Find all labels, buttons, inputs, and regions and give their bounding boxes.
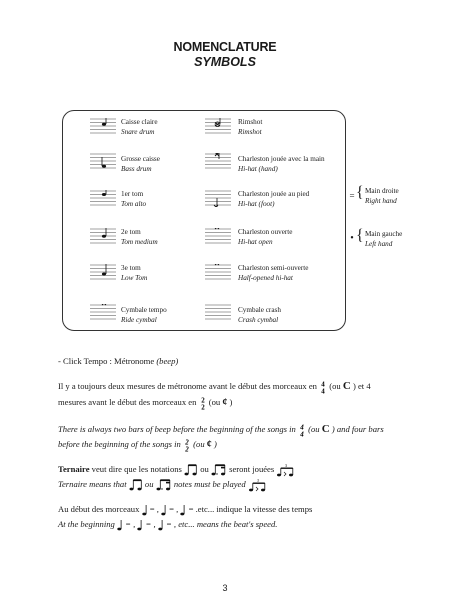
time-sig-44-icon [298, 423, 306, 437]
dotted-eighth-sixteenth-icon [211, 464, 227, 476]
left-hand-mark: • [350, 233, 354, 244]
snare-drum-staff-icon [90, 118, 116, 135]
page-number: 3 [222, 583, 228, 593]
svg-text:2: 2 [185, 445, 189, 453]
symbol-label-hihat-foot: Charleston jouée au pied Hi-hat (foot) [238, 190, 310, 208]
fr-paragraph-1b: mesures avant le début des morceaux en 2 2 (ou ¢ ) [58, 396, 233, 411]
right-hand-brace-icon: { [356, 184, 364, 201]
rimshot-staff-icon [205, 118, 231, 135]
symbol-label-tom3: 3e tom Low Tom [121, 264, 148, 282]
symbol-label-snare: Caisse claire Snare drum [121, 118, 158, 136]
svg-text:4: 4 [321, 387, 325, 395]
hihat-hand-staff-icon [205, 153, 231, 170]
svg-text:3: 3 [256, 478, 259, 484]
svg-text:4: 4 [300, 430, 304, 438]
cut-time-icon: ¢ [222, 397, 228, 408]
svg-text:2: 2 [200, 403, 205, 411]
triplet-feel-icon [248, 478, 268, 492]
ride-cymbal-staff-icon [90, 304, 116, 321]
time-sig-22-icon [199, 396, 207, 410]
en-paragraph-1a: There is always two bars of beep before the beginning of the songs in 4 4 (ou C ) and four bars [58, 423, 384, 438]
click-tempo-line: - Click Tempo : Métronome (beep) [58, 356, 179, 366]
svg-text:4: 4 [321, 380, 325, 389]
quarter-note-icon [158, 519, 164, 531]
quarter-note-icon [142, 504, 148, 516]
symbol-label-bass-drum: Grosse caisse Bass drum [121, 155, 160, 173]
dotted-eighth-sixteenth-icon [156, 479, 172, 491]
right-hand-mark: = [349, 191, 355, 201]
hihat-foot-staff-icon [205, 190, 231, 207]
quarter-note-icon [161, 504, 167, 516]
svg-text:3: 3 [285, 463, 288, 469]
hihat-half-open-staff-icon [205, 264, 231, 281]
page-title: NOMENCLATURE [173, 40, 277, 54]
page-subtitle: SYMBOLS [194, 55, 256, 69]
left-hand-brace-icon: { [356, 227, 364, 244]
common-time-icon: C [321, 423, 330, 435]
symbol-label-tom1: 1er tom Tom alto [121, 190, 147, 208]
quarter-note-icon [137, 519, 143, 531]
symbol-label-crash: Cymbale crash Crash cymbal [238, 306, 281, 324]
en-tempo-line: At the beginning = , = , = , etc... means the beat's speed. [58, 518, 277, 531]
symbol-label-hihat-hand: Charleston jouée avec la main Hi-hat (hand) [238, 155, 325, 173]
fr-tempo-line: Au début des morceaux = , = , = .etc... indique la vitesse des temps [58, 503, 312, 516]
en-paragraph-1b: before the beginning of the songs in 2 2 (ou ¢ ) [58, 438, 217, 453]
bass-drum-staff-icon [90, 153, 116, 170]
tom1-staff-icon [90, 190, 116, 207]
left-hand-label: Main gauche Left hand [365, 230, 403, 248]
symbols-box [62, 110, 346, 331]
tom3-staff-icon [90, 264, 116, 281]
triplet-feel-icon [276, 463, 296, 477]
common-time-icon: C [342, 380, 351, 392]
symbol-label-rimshot: Rimshot Rimshot [238, 118, 263, 136]
svg-text:2: 2 [185, 438, 189, 447]
svg-text:4: 4 [300, 423, 304, 432]
fr-paragraph-1a: Il y a toujours deux mesures de métronome avant le début des morceaux en 4 4 (ou C ) et 4 [58, 380, 371, 395]
time-sig-22-icon [183, 438, 191, 452]
symbol-label-hihat-open: Charleston ouverte Hi-hat open [238, 228, 293, 246]
cut-time-icon: ¢ [206, 439, 212, 450]
right-hand-label: Main droite Right hand [365, 187, 399, 205]
fr-ternaire-line: Ternaire veut dire que les notations ou seront jouées 3 [58, 463, 296, 477]
svg-text:2: 2 [200, 396, 205, 405]
en-ternaire-line: Ternaire means that ou notes must be played 3 [58, 478, 268, 492]
tom2-staff-icon [90, 228, 116, 245]
quarter-note-icon [180, 504, 186, 516]
eighth-pair-icon [184, 464, 198, 476]
symbol-label-ride: Cymbale tempo Ride cymbal [121, 306, 167, 324]
eighth-pair-icon [129, 479, 143, 491]
quarter-note-icon [117, 519, 123, 531]
crash-cymbal-staff-icon [205, 304, 231, 321]
hihat-open-staff-icon [205, 228, 231, 245]
time-sig-44-icon [319, 380, 327, 394]
symbol-label-hihat-half-open: Charleston semi-ouverte Half-opened hi-hat [238, 264, 309, 282]
symbol-label-tom2: 2e tom Tom medium [121, 228, 158, 246]
